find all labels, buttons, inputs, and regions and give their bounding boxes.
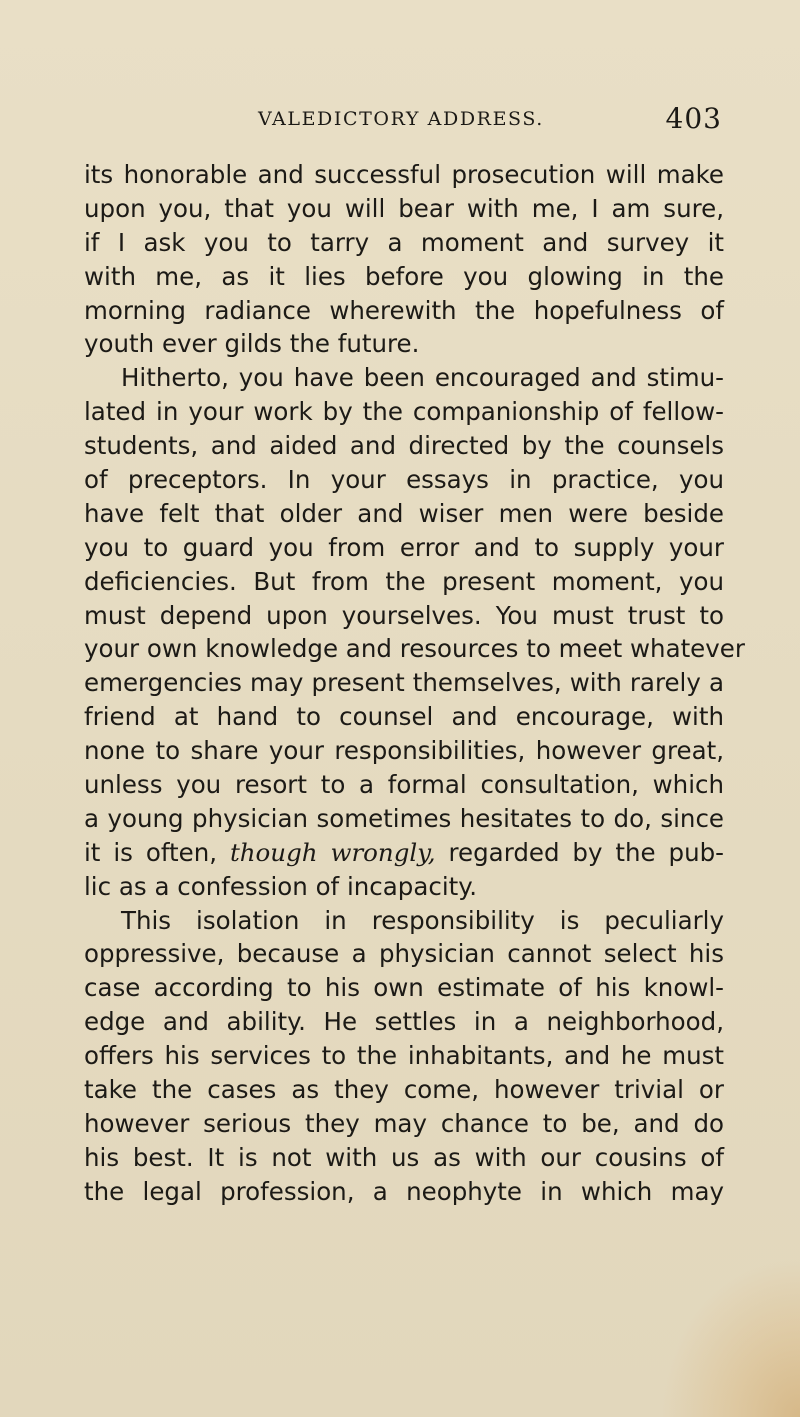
text-line: with me, as it lies before you glowing in the (84, 261, 724, 291)
text-line: its honorable and successful prosecution will make (84, 160, 724, 189)
text-line: however serious they may chance to be, and do (84, 1108, 724, 1138)
text-line: your own knowledge and resources to meet whatever (84, 634, 745, 664)
page-stain (660, 1257, 800, 1417)
text-line: have felt that older and wiser men were beside (84, 498, 724, 528)
text-line: edge and ability. He settles in a neighborhood, (84, 1007, 724, 1037)
text-line: upon you, that you will bear with me, I am sure, (84, 193, 724, 223)
text-line: friend at hand to counsel and encourage, with (84, 702, 724, 732)
text-line: the legal profession, a neophyte in which may (84, 1176, 724, 1206)
text-line: students, and aided and directed by the counsels (84, 431, 724, 461)
text-line: if I ask you to tarry a moment and survey it (84, 227, 724, 257)
text-line: deficiencies. But from the present moment, you (84, 566, 724, 596)
text-line: his best. It is not with us as with our cousins of (84, 1142, 724, 1172)
text-line: unless you resort to a formal consultation, which (84, 770, 724, 800)
body-text (84, 158, 745, 1209)
text-line: you to guard you from error and to supply your (84, 532, 724, 562)
text-line: morning radiance wherewith the hopefulness of (84, 295, 724, 325)
text-line: oppressive, because a physician cannot select his (84, 939, 724, 969)
page-number: 403 (665, 102, 722, 135)
text-line: lated in your work by the companionship of fellow- (84, 397, 724, 427)
text-line: case according to his own estimate of his knowl- (84, 973, 724, 1003)
text-line: offers his services to the inhabitants, and he must (84, 1041, 724, 1071)
text-segment: regarded by the pub- (435, 837, 725, 867)
paragraph-start-line: Hitherto, you have been encouraged and stimu- (121, 363, 724, 393)
text-line: a young physician sometimes hesitates to do, since (84, 803, 724, 833)
text-segment: it is often, (84, 837, 230, 867)
text-line: youth ever gilds the future. (84, 329, 420, 359)
paragraph-start-line: This isolation in responsibility is peculiarly (121, 905, 724, 935)
text-line: lic as a confession of incapacity. (84, 871, 478, 901)
text-line: of preceptors. In your essays in practice, you (84, 465, 724, 495)
text-line-with-italic (84, 836, 724, 870)
running-head: VALEDICTORY ADDRESS. (258, 108, 544, 130)
italic-phrase: though wrongly, (229, 837, 436, 867)
text-line: emergencies may present themselves, with rarely a (84, 668, 724, 698)
text-line: must depend upon yourselves. You must trust to (84, 600, 724, 630)
text-line: none to share your responsibilities, however great, (84, 736, 724, 766)
page-header (84, 104, 722, 140)
text-line: take the cases as they come, however trivial or (84, 1075, 724, 1105)
